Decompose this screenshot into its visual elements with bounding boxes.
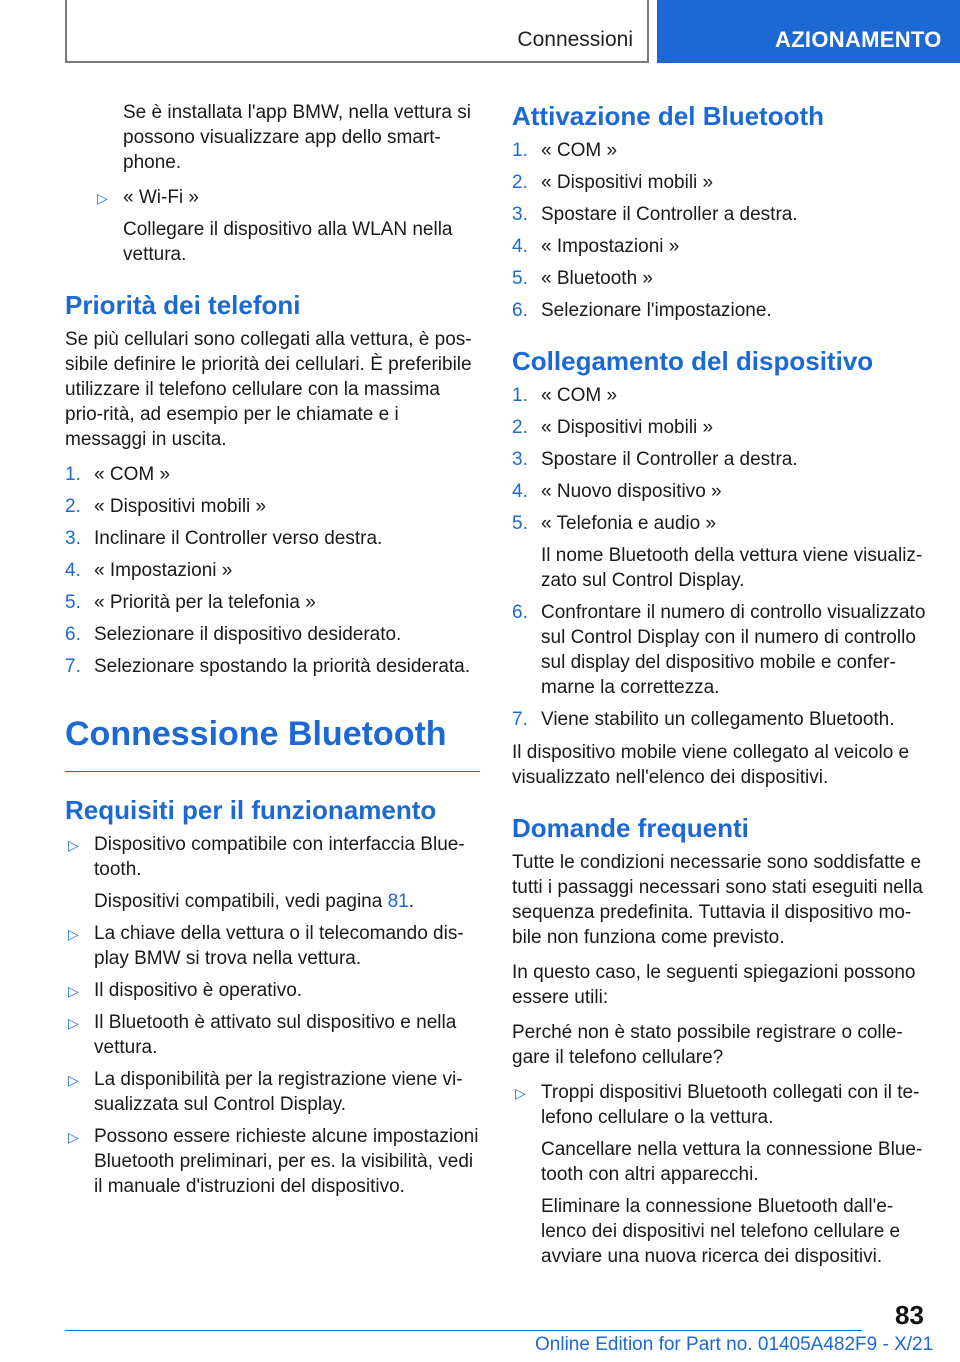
step-text: « Impostazioni »: [94, 560, 233, 581]
activation-steps: [512, 138, 927, 323]
step-text: Spostare il Controller a destra.: [541, 449, 798, 470]
step-text: Confrontare il numero di controllo visualizzato sul Control Display con il numero di controllo sul display del dispositivo mobile e confer-marne la correttezza.: [541, 602, 926, 698]
list-item: [512, 170, 927, 195]
step-text: « Dispositivi mobili »: [541, 417, 714, 438]
list-item: [65, 622, 480, 647]
faq-item-sub-1: Cancellare nella vettura la connessione Blue-tooth con altri apparecchi.: [541, 1139, 923, 1185]
list-item: [94, 185, 480, 267]
faq-question: Perché non è stato possibile registrare o colle-gare il telefono cellulare?: [512, 1022, 903, 1068]
triangle-bullet-icon: ▷: [68, 1129, 79, 1145]
requirement-text: Il dispositivo è operativo.: [94, 980, 303, 1001]
step-number: 2.: [512, 417, 528, 438]
step-number: 7.: [512, 709, 528, 730]
step-text: « Impostazioni »: [541, 236, 680, 257]
list-item: [512, 479, 927, 504]
chapter-tab: [657, 0, 960, 63]
list-item: [65, 1124, 480, 1199]
requirement-sub: [94, 889, 480, 914]
list-item: [512, 383, 927, 408]
requirement-text: Possono essere richieste alcune impostazioni Bluetooth preliminari, per es. la visibilità, vedi il manuale d'istruzioni del dispositivo.: [94, 1126, 479, 1197]
list-item: [65, 558, 480, 583]
step-number: 5.: [512, 513, 528, 534]
faq-paragraph-2: In questo caso, le seguenti spiegazioni possono essere utili:: [512, 962, 916, 1008]
connection-heading: Collegamento del dispositivo: [512, 346, 874, 376]
faq-item-text: Troppi dispositivi Bluetooth collegati con il te-lefono cellulare o la vettura.: [541, 1082, 920, 1128]
list-item: [512, 202, 927, 227]
list-item: [65, 832, 480, 914]
step-number: 3.: [512, 449, 528, 470]
triangle-bullet-icon: ▷: [515, 1085, 526, 1101]
step-number: 1.: [512, 385, 528, 406]
requirement-text: Il Bluetooth è attivato sul dispositivo e nella vettura.: [94, 1012, 457, 1058]
requirement-text: Dispositivo compatibile con interfaccia Blue-tooth.: [94, 834, 465, 880]
step-text: « COM »: [541, 140, 618, 161]
step-number: 2.: [512, 172, 528, 193]
list-item: [65, 494, 480, 519]
step-text: « COM »: [541, 385, 618, 406]
triangle-bullet-icon: ▷: [68, 983, 79, 999]
step-number: 6.: [65, 624, 81, 645]
step-sub: Il nome Bluetooth della vettura viene visualiz-zato sul Control Display.: [541, 545, 923, 591]
triangle-bullet-icon: ▷: [68, 1015, 79, 1031]
step-text: « Dispositivi mobili »: [94, 496, 267, 517]
list-item: [512, 138, 927, 163]
requirement-text: La disponibilità per la registrazione viene vi-sualizzata sul Control Display.: [94, 1069, 463, 1115]
requirements-heading: Requisiti per il funzionamento: [65, 795, 437, 825]
connection-result: Il dispositivo mobile viene collegato al veicolo e visualizzato nell'elenco dei dispositivi.: [512, 742, 910, 788]
triangle-bullet-icon: ▷: [68, 1072, 79, 1088]
step-text: Selezionare il dispositivo desiderato.: [94, 624, 402, 645]
step-text: « Dispositivi mobili »: [541, 172, 714, 193]
intro-paragraph: Se è installata l'app BMW, nella vettura si possono visualizzare app dello smart-phone.: [123, 102, 471, 173]
list-item: [65, 462, 480, 487]
wifi-label: « Wi-Fi »: [123, 187, 199, 208]
step-number: 3.: [65, 528, 81, 549]
chapter-title: AZIONAMENTO: [775, 27, 942, 52]
step-number: 6.: [512, 300, 528, 321]
triangle-bullet-icon: ▷: [97, 190, 108, 206]
step-text: « Bluetooth »: [541, 268, 653, 289]
faq-heading: Domande frequenti: [512, 813, 749, 843]
priority-steps: [65, 462, 480, 679]
step-text: Selezionare spostando la priorità desiderata.: [94, 656, 471, 677]
requirements-list: [65, 832, 480, 1199]
list-item: [512, 266, 927, 291]
list-item: [512, 415, 927, 440]
step-text: Viene stabilito un collegamento Bluetooth.: [541, 709, 895, 730]
step-number: 7.: [65, 656, 81, 677]
step-text: Inclinare il Controller verso destra.: [94, 528, 383, 549]
faq-paragraph-1: Tutte le condizioni necessarie sono soddisfatte e tutti i passaggi necessari sono stati eseguiti nella sequenza predefinita. Tuttavia il dispositivo mo-bile non funziona come previsto.: [512, 852, 923, 948]
faq-item-sub-2: Eliminare la connessione Bluetooth dall'e-lenco dei dispositivi nel telefono cellulare e avviare una nuova ricerca dei dispositivi.: [541, 1196, 901, 1267]
step-text: « Telefonia e audio »: [541, 513, 717, 534]
right-column: [512, 100, 927, 1277]
list-item: [512, 298, 927, 323]
step-number: 3.: [512, 204, 528, 225]
list-item: [512, 600, 927, 700]
page-header: [0, 0, 960, 66]
step-text: « COM »: [94, 464, 171, 485]
triangle-bullet-icon: ▷: [68, 837, 79, 853]
priority-heading: Priorità dei telefoni: [65, 290, 301, 320]
section-tab: [65, 0, 649, 63]
footer-divider: [65, 1330, 862, 1331]
step-number: 4.: [65, 560, 81, 581]
activation-heading: Attivazione del Bluetooth: [512, 101, 824, 131]
page-reference-link[interactable]: 81: [387, 891, 409, 912]
step-text: Selezionare l'impostazione.: [541, 300, 772, 321]
wifi-sub: Collegare il dispositivo alla WLAN nella vettura.: [123, 219, 453, 265]
step-text: Spostare il Controller a destra.: [541, 204, 798, 225]
step-number: 4.: [512, 481, 528, 502]
requirement-text: La chiave della vettura o il telecomando dis-play BMW si trova nella vettura.: [94, 923, 464, 969]
step-text: « Nuovo dispositivo »: [541, 481, 722, 502]
list-item: [512, 707, 927, 732]
list-item: [512, 511, 927, 593]
list-item: [65, 1010, 480, 1060]
faq-list: [512, 1080, 927, 1269]
step-text: « Priorità per la telefonia »: [94, 592, 316, 613]
priority-paragraph: Se più cellulari sono collegati alla vettura, è pos-sibile definire le priorità dei cellulari. È preferibile utilizzare il telefono cellulare con la massima prio-rità, ad esempio per le chiamate e i messaggi in uscita.: [65, 329, 472, 450]
step-number: 1.: [512, 140, 528, 161]
left-column: [65, 100, 480, 1207]
step-number: 1.: [65, 464, 81, 485]
list-item: [65, 1067, 480, 1117]
bluetooth-chapter-title: Connessione Bluetooth: [65, 713, 480, 772]
list-item: [65, 526, 480, 551]
list-item: [65, 654, 480, 679]
edition-footer: Online Edition for Part no. 01405A482F9 - X/21: [535, 1334, 934, 1355]
list-item: [65, 978, 480, 1003]
step-number: 5.: [512, 268, 528, 289]
list-item: [65, 590, 480, 615]
connection-steps: [512, 383, 927, 732]
page-number: 83: [895, 1300, 924, 1330]
list-item: [512, 1080, 927, 1269]
triangle-bullet-icon: ▷: [68, 926, 79, 942]
step-number: 5.: [65, 592, 81, 613]
list-item: [65, 921, 480, 971]
step-number: 4.: [512, 236, 528, 257]
list-item: [512, 234, 927, 259]
section-title: Connessioni: [517, 28, 633, 51]
step-number: 6.: [512, 602, 528, 623]
reference-suffix: .: [408, 891, 415, 912]
step-number: 2.: [65, 496, 81, 517]
wifi-list: [94, 185, 480, 267]
reference-prefix: Dispositivi compatibili, vedi pagina: [94, 891, 388, 912]
list-item: [512, 447, 927, 472]
